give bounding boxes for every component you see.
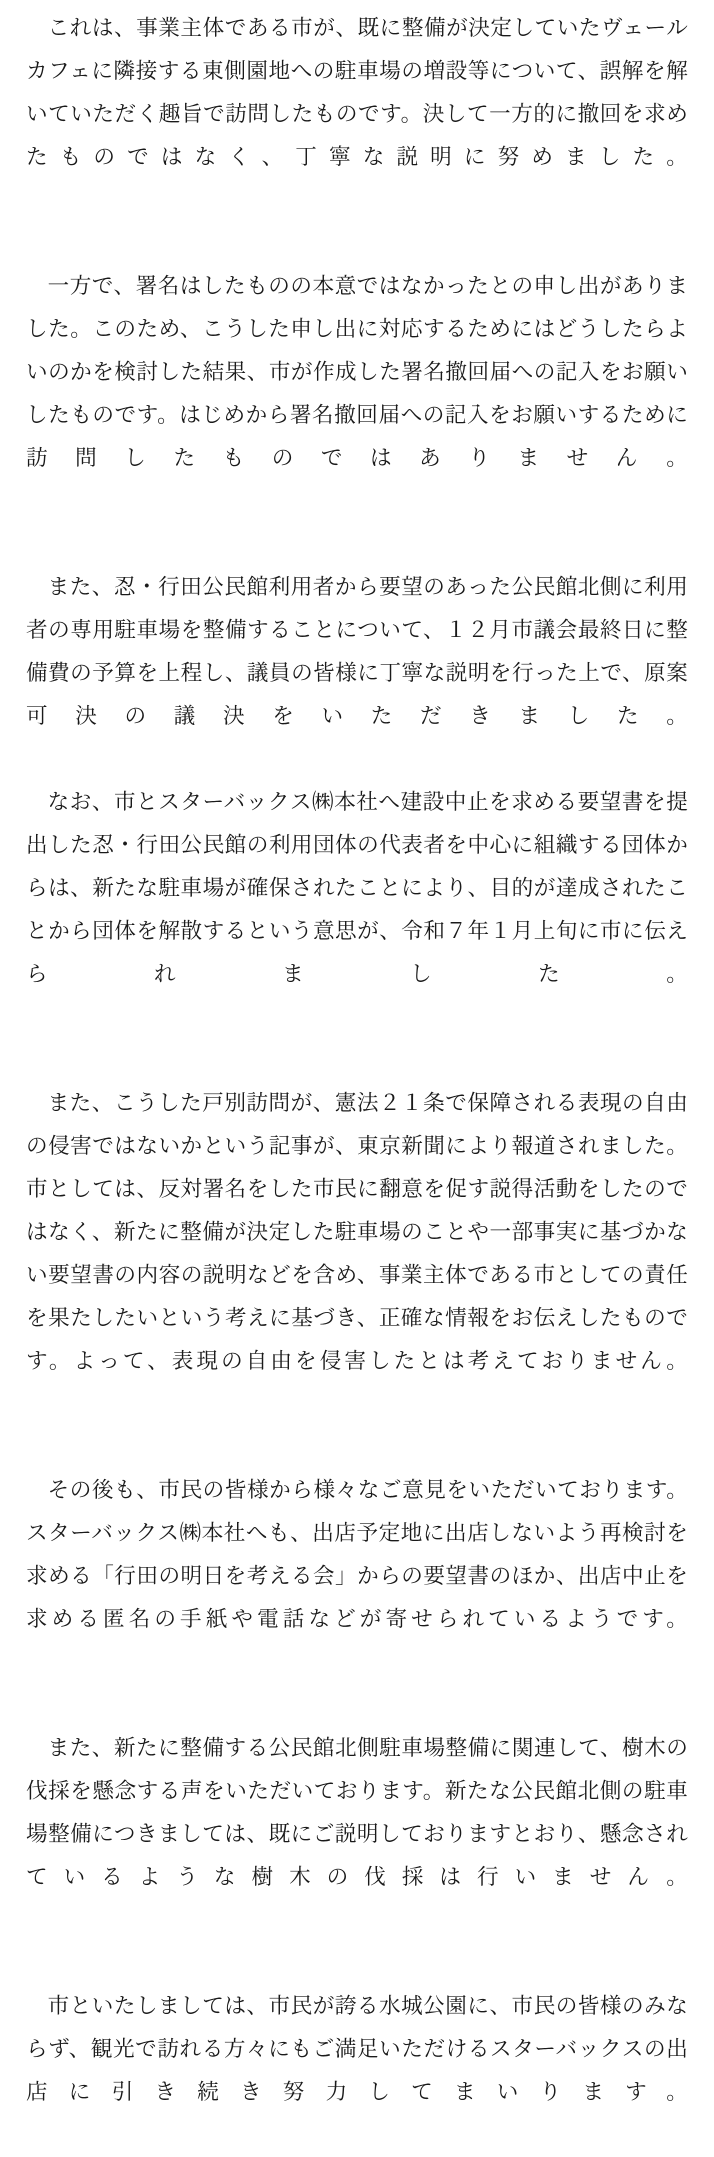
document-body <box>26 0 688 2157</box>
paragraph-4: なお、市とスターバックス㈱本社へ建設中止を求める要望書を提出した忍・行田公民館の利用団体の代表者を中心に組織する団体からは、新たな駐車場が確保されたことにより、目的が達成されたことから団体を解散するという意思が、令和７年１月上旬に市に伝えられました。 <box>26 790 688 987</box>
paragraph-5: また、こうした戸別訪問が、憲法２１条で保障される表現の自由の侵害ではないかという記事が、東京新聞により報道されました。市としては、反対署名をした市民に翻意を促す説得活動をしたのではなく、新たに整備が決定した駐車場のことや一部事実に基づかない要望書の内容の説明などを含め、事業主体である市としての責任を果たしたいという考えに基づき、正確な情報をお伝えしたものです。よって、表現の自由を侵害したとは考えておりません。 <box>26 1091 688 1374</box>
paragraph-7: また、新たに整備する公民館北側駐車場整備に関連して、樹木の伐採を懸念する声をいただいております。新たな公民館北側の駐車場整備につきましては、既にご説明しておりますとおり、懸念されているような樹木の伐採は行いません。 <box>26 1736 688 1890</box>
paragraph-3: また、忍・行田公民館利用者から要望のあった公民館北側に利用者の専用駐車場を整備することについて、１２月市議会最終日に整備費の予算を上程し、議員の皆様に丁寧な説明を行った上で、原案可決の議決をいただきました。 <box>26 575 688 729</box>
paragraph-6: その後も、市民の皆様から様々なご意見をいただいております。スターバックス㈱本社へも、出店予定地に出店しないよう再検討を求める「行田の明日を考える会」からの要望書のほか、出店中止を求める匿名の手紙や電話などが寄せられているようです。 <box>26 1478 688 1632</box>
paragraph-8: 市といたしましては、市民が誇る水城公園に、市民の皆様のみならず、観光で訪れる方々にもご満足いただけるスターバックスの出店に引き続き努力してまいります。 <box>26 1994 688 2105</box>
paragraph-1: これは、事業主体である市が、既に整備が決定していたヴェールカフェに隣接する東側園地への駐車場の増設等について、誤解を解いていただく趣旨で訪問したものです。決して一方的に撤回を求めたものではなく、丁寧な説明に努めました。 <box>26 16 688 170</box>
paragraph-2: 一方で、署名はしたものの本意ではなかったとの申し出がありました。このため、こうした申し出に対応するためにはどうしたらよいのかを検討した結果、市が作成した署名撤回届への記入をお願いしたものです。はじめから署名撤回届への記入をお願いするために訪問したものではありません。 <box>26 274 688 471</box>
